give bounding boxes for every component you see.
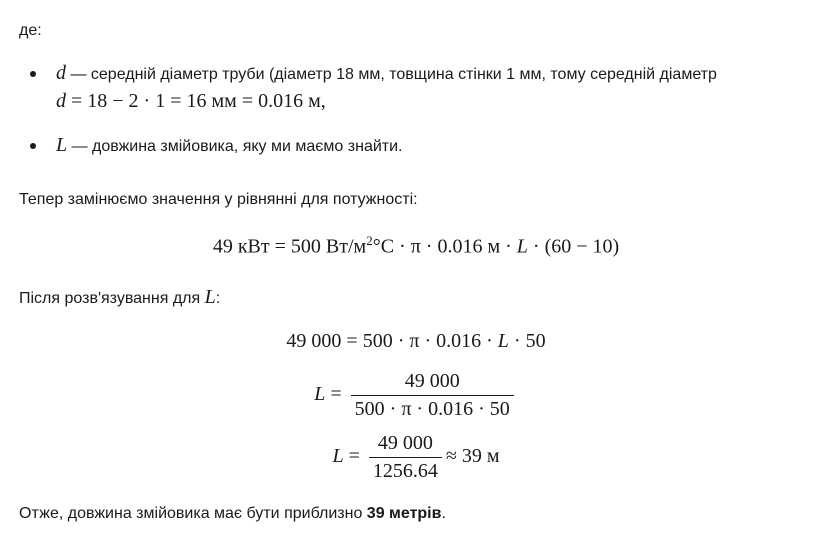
paragraph-substitute: Тепер замінюємо значення у рівнянні для потужності: — [19, 191, 418, 208]
paragraph-solve: Після розв'язування для L: — [19, 286, 221, 308]
equation-fraction-1: L = $\frac{49 000}{500 \cdot \pi \cdot 0.016 \cdot 50}$ — [0, 370, 832, 421]
bullet-1-line-1 — [56, 62, 717, 85]
bullet-1-formula: d = 18 − 2 · 1 = 16 мм = 0.016 м, — [56, 90, 326, 112]
equation-power: 49 кВт = 500 $Вт/м^2^\circ C \cdot \pi \cdot 0.016$ м · L · (60 − 10) — [212, 233, 620, 258]
bullet-dot-1 — [30, 71, 36, 77]
equation-expanded: 49 000 = 500 · π · 0.016 · L · 50 — [286, 330, 546, 352]
bullet-dot-2 — [30, 143, 36, 149]
answer-highlight: 39 метрів — [366, 505, 442, 522]
equation-fraction-2: L = $\frac{49 000}{1256.64}$ ≈ 39 м — [332, 432, 500, 482]
conclusion-text: Отже, довжина змійовика має бути приблизно 39 метрів. — [19, 505, 446, 522]
bullet-1-text: — середній діаметр труби (діаметр 18 мм, товщина стінки 1 мм, тому середній діаметр — [66, 66, 717, 83]
intro-text: де: — [19, 22, 42, 39]
bullet-2-text: — довжина змійовика, яку ми маємо знайти. — [67, 138, 403, 155]
var-L: L — [56, 134, 68, 156]
bullet-2-line — [56, 134, 403, 157]
var-d: d — [56, 62, 66, 84]
